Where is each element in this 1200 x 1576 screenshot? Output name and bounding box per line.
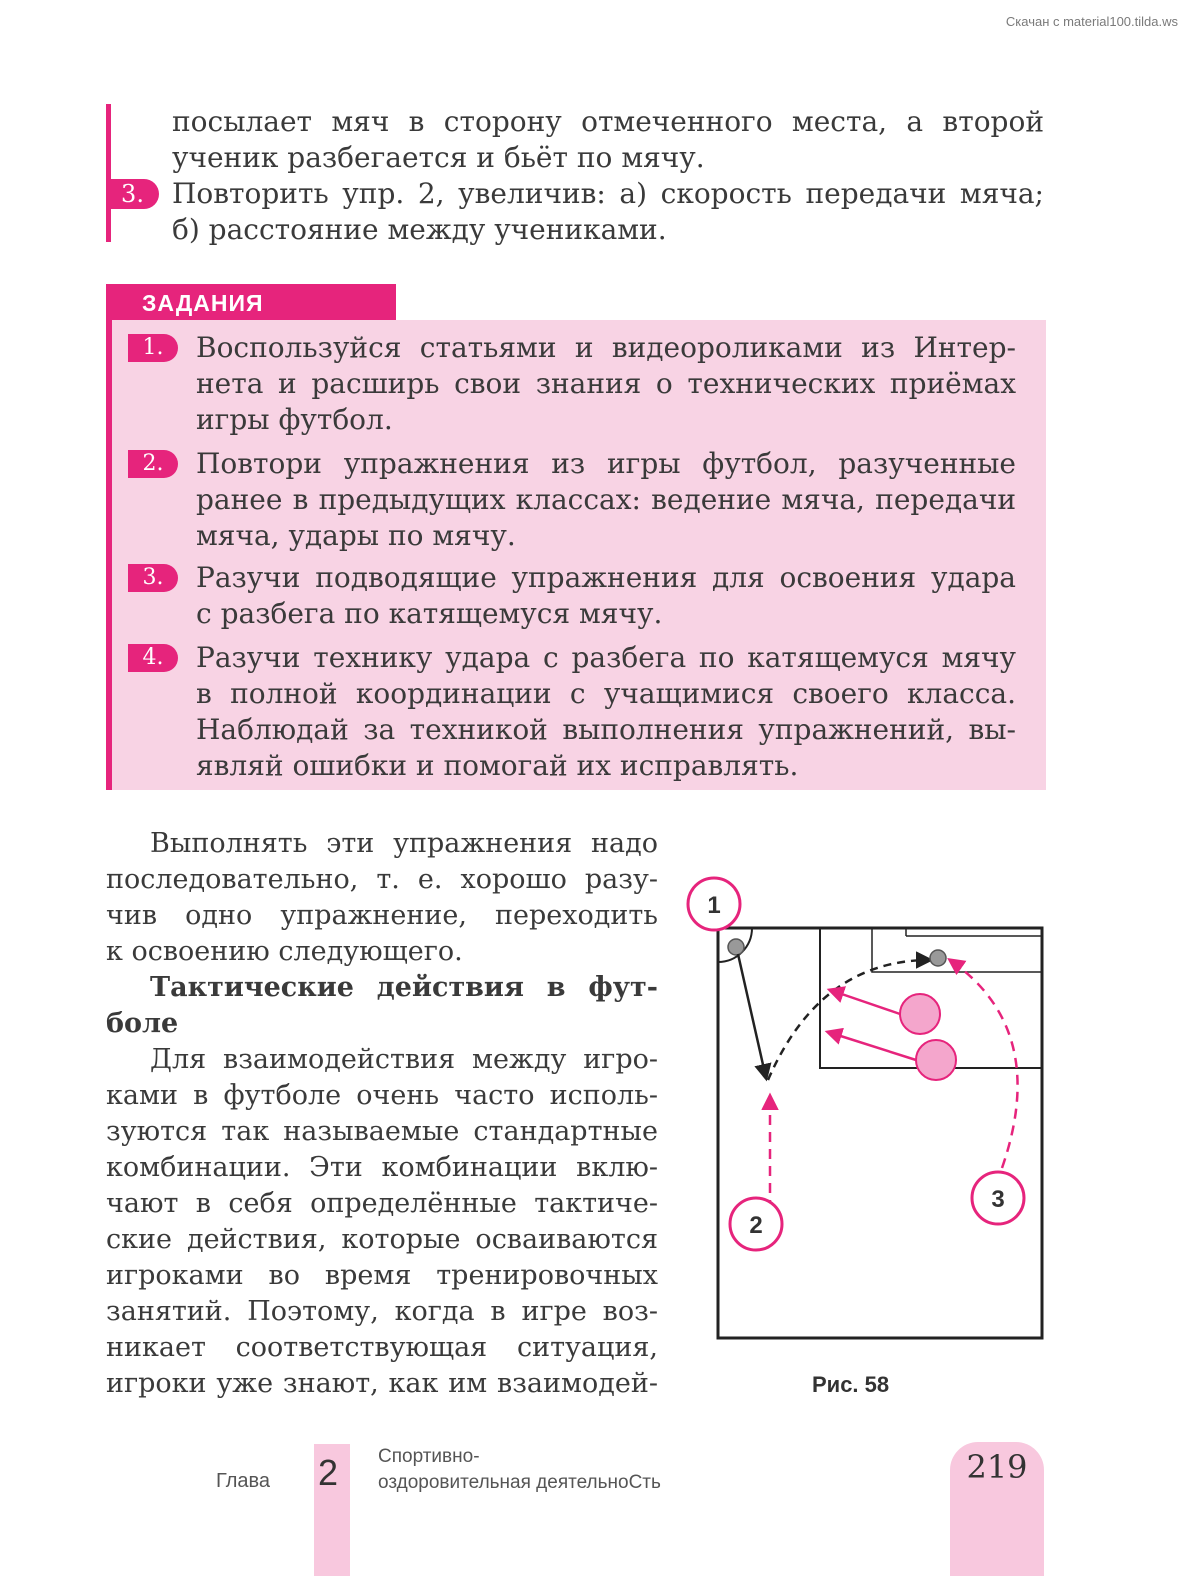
- page-number: 219: [966, 1448, 1028, 1486]
- marker-1: [688, 878, 740, 930]
- chapter-label: Глава: [216, 1470, 271, 1492]
- text-line: Разучи технику удара с разбега по катящемуся мячу: [196, 641, 1016, 674]
- text-line: Выполнять эти упражнения надо: [150, 828, 658, 859]
- marker-2-label: 2: [749, 1212, 763, 1239]
- text-line: в полной координации с учащимися своего класса.: [196, 677, 1016, 710]
- paragraph-tactics: [106, 1042, 658, 1402]
- task-number-badge: 3.: [128, 564, 178, 592]
- text-line: чив одно упражнение, переходить: [106, 900, 658, 931]
- task-number-badge: 1.: [128, 334, 178, 362]
- chapter-title-line: Спортивно-: [378, 1446, 480, 1467]
- text-line: Наблюдай за техникой выполнения упражнений, вы-: [196, 713, 1016, 746]
- text-line: никает соответствующая ситуация,: [106, 1332, 658, 1363]
- heading-line: Тактические действия в фут-: [150, 972, 658, 1003]
- text-line: занятий. Поэтому, когда в игре воз-: [106, 1296, 658, 1327]
- text-line: комбинации. Эти комбинации вклю-: [106, 1152, 658, 1183]
- marker-1-label: 1: [707, 892, 721, 919]
- text-line: последовательно, т. е. хорошо разу-: [106, 864, 658, 895]
- field-outline: [718, 928, 1042, 1338]
- text-line: ские действия, которые осваиваются: [106, 1224, 658, 1255]
- exercise-2-tail: [172, 104, 1044, 176]
- player-3-run: [950, 960, 1018, 1168]
- tactics-diagram: [680, 870, 1060, 1340]
- figure-58: [680, 870, 1060, 1340]
- text-line: ранее в предыдущих классах: ведение мяча, передачи: [196, 483, 1016, 516]
- corner-ball: [728, 939, 744, 955]
- task-number-badge: 4.: [128, 644, 178, 672]
- text-line: являй ошибки и помогай их исправлять.: [196, 749, 799, 782]
- left-accent-bar: [106, 104, 111, 242]
- chapter-number: 2: [318, 1452, 339, 1493]
- defender-move-arrow: [830, 990, 900, 1014]
- body-text-column: [106, 826, 658, 1402]
- text-line: нета и расширь свои знания о технических приёмах: [196, 367, 1016, 400]
- text-line: б) расстояние между учениками.: [172, 213, 667, 246]
- text-line: Повторить упр. 2, увеличив: а) скорость передачи мяча;: [172, 177, 1044, 210]
- watermark: Скачан с material100.tilda.ws: [1005, 14, 1178, 29]
- marker-3: [972, 1172, 1024, 1224]
- figure-caption: Рис. 58: [812, 1372, 890, 1397]
- text-line: Воспользуйся статьями и видеороликами из Интер-: [196, 331, 1016, 364]
- text-line: с разбега по катящемуся мячу.: [196, 597, 663, 630]
- text-line: ученик разбегается и бьёт по мячу.: [172, 141, 705, 174]
- marker-2: [730, 1198, 782, 1250]
- text-line: игроки уже знают, как им взаимодей-: [106, 1368, 658, 1399]
- goal-ball: [930, 950, 946, 966]
- defender-move-arrow: [828, 1032, 916, 1060]
- text-line: ками в футболе очень часто исполь-: [106, 1080, 658, 1111]
- section-heading: [106, 970, 658, 1042]
- text-line: Разучи подводящие упражнения для освоения удара: [196, 561, 1016, 594]
- defender-player: [900, 994, 940, 1034]
- text-line: Для взаимодействия между игро-: [150, 1044, 658, 1075]
- text-line: к освоению следующего.: [106, 936, 463, 967]
- defender-player: [916, 1040, 956, 1080]
- text-line: посылает мяч в сторону отмеченного места, а второй: [172, 105, 1044, 138]
- text-line: игры футбол.: [196, 403, 393, 436]
- text-line: игроками во время тренировочных: [106, 1260, 658, 1291]
- paragraph-intro: [106, 826, 658, 970]
- marker-3-label: 3: [991, 1186, 1005, 1213]
- text-line: зуются так называемые стандартные: [106, 1116, 658, 1147]
- text-line: Повтори упражнения из игры футбол, разученные: [196, 447, 1016, 480]
- chapter-title-line: оздоровительная деятельноСть: [378, 1472, 661, 1493]
- text-line: чают в себя определённые тактиче-: [106, 1188, 658, 1219]
- heading-line: боле: [106, 1008, 179, 1039]
- text-line: мяча, удары по мячу.: [196, 519, 516, 552]
- exercise-number-badge: 3.: [106, 179, 159, 209]
- chapter-title: [378, 1444, 661, 1496]
- tasks-heading: ЗАДАНИЯ: [106, 284, 396, 320]
- task-number-badge: 2.: [128, 450, 178, 478]
- tasks-box: [106, 320, 1046, 790]
- pass-arrow: [738, 954, 766, 1078]
